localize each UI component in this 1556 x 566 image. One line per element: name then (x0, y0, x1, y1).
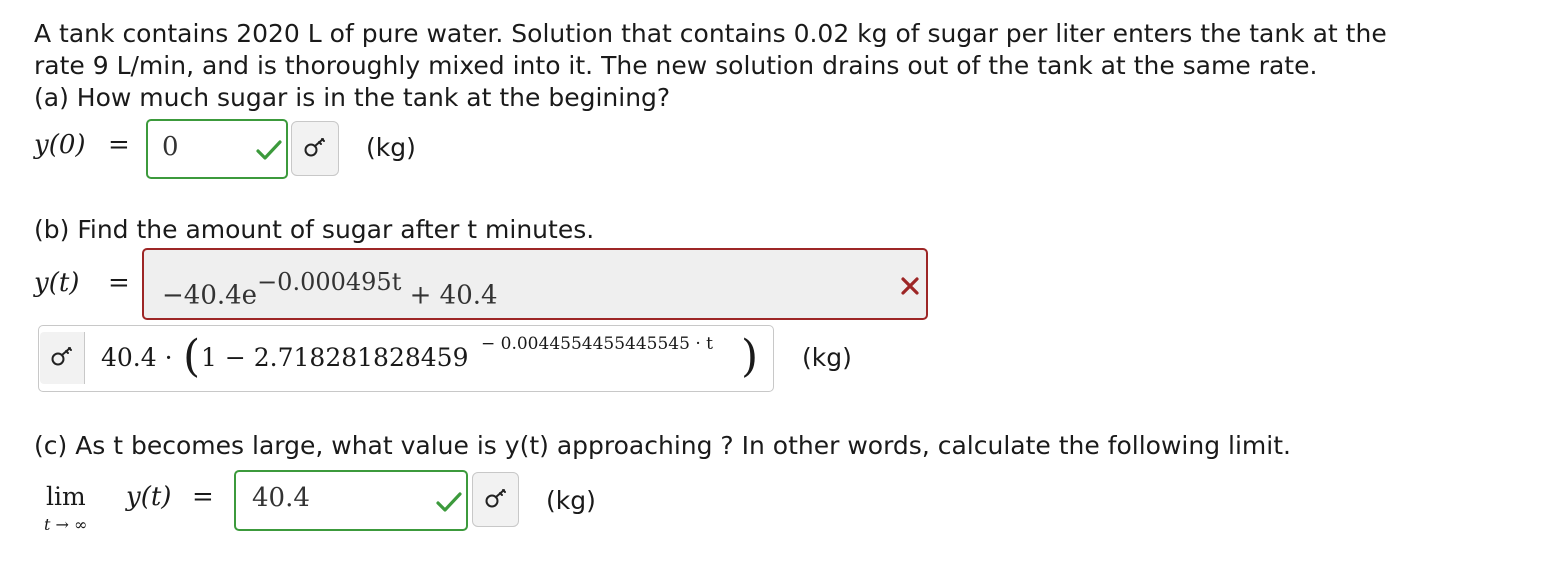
part-b-answer-coef: −40.4e (162, 280, 258, 311)
part-b-answer-tail: + 40.4 (409, 280, 498, 311)
part-b-preview-panel (38, 325, 774, 392)
part-a-answer-value: 0 (162, 132, 179, 162)
cross-icon (900, 276, 920, 296)
key-icon (303, 137, 327, 161)
part-c-unit: (kg) (546, 486, 596, 515)
check-icon (436, 491, 462, 513)
part-b-equals: = (108, 268, 130, 298)
part-c-preview-key-button[interactable] (472, 472, 519, 527)
part-b-preview-key-button[interactable] (40, 332, 85, 384)
part-a-equals: = (108, 130, 130, 160)
key-icon (484, 488, 508, 512)
part-c-lhs: y(t) (126, 482, 172, 512)
part-a-preview-key-button[interactable] (291, 121, 339, 176)
part-b-question: (b) Find the amount of sugar after t minutes. (34, 215, 595, 244)
part-b-answer-exponent: −0.000495t (257, 268, 402, 296)
part-a-lhs: y(0) (34, 130, 86, 160)
part-b-preview-inner: 1 − 2.718281828459 (201, 343, 469, 372)
part-c-lim-sub: t → ∞ (44, 515, 88, 534)
part-c-answer-value: 40.4 (252, 483, 310, 513)
part-c-equals: = (192, 482, 214, 512)
part-a-answer-input[interactable] (146, 119, 288, 179)
part-c-lim: lim (46, 482, 86, 511)
part-b-preview-exponent: − 0.0044554455445545 · t (481, 334, 713, 354)
part-b-unit: (kg) (802, 343, 852, 372)
part-b-answer-input[interactable] (142, 248, 928, 320)
part-b-lhs: y(t) (34, 268, 80, 298)
key-icon (50, 346, 74, 370)
part-c-answer-input[interactable] (234, 470, 468, 531)
part-a-unit: (kg) (366, 133, 416, 162)
part-b-answer-value (162, 268, 498, 311)
part-b-preview-coef: 40.4 · (101, 343, 173, 372)
part-c-question: (c) As t becomes large, what value is y(t) approaching ? In other words, calculate the following limit. (34, 431, 1291, 460)
right-paren: ) (741, 331, 759, 382)
problem-line-2: rate 9 L/min, and is thoroughly mixed into it. The new solution drains out of the tank at the same rate. (34, 51, 1318, 80)
part-a-question: (a) How much sugar is in the tank at the begining? (34, 83, 671, 112)
problem-line-1: A tank contains 2020 L of pure water. Solution that contains 0.02 kg of sugar per liter enters the tank at the (34, 19, 1387, 48)
problem-statement (34, 18, 1387, 114)
check-icon (256, 139, 282, 161)
left-paren: ( (183, 331, 201, 382)
